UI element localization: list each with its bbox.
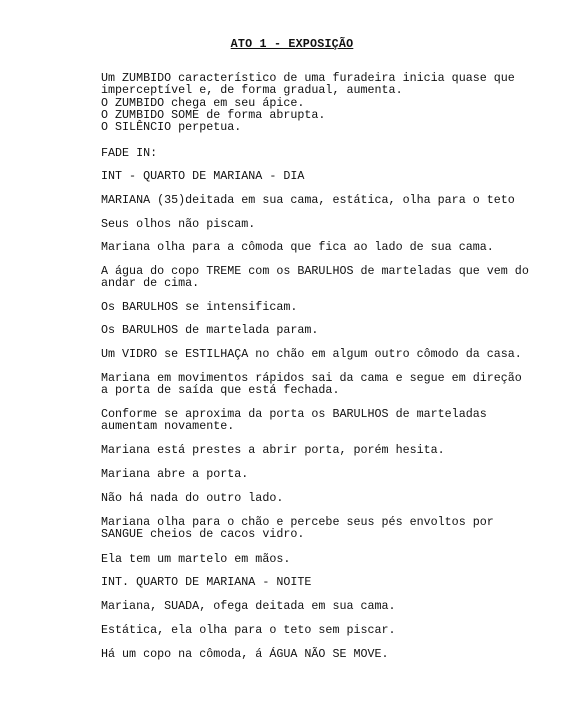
action-paragraph: Estática, ela olha para o teto sem piscar. (101, 623, 396, 637)
action-paragraph: Conforme se aproxima da porta os BARULHOS de marteladas aumentam novamente. (101, 407, 487, 434)
action-paragraph: Mariana abre a porta. (101, 467, 249, 481)
act-title: ATO 1 - EXPOSIÇÃO (230, 37, 354, 51)
action-paragraph: Não há nada do outro lado. (101, 491, 284, 505)
action-paragraph: MARIANA (35)deitada em sua cama, estática, olha para o teto (101, 193, 515, 207)
action-paragraph: Os BARULHOS de martelada param. (101, 323, 319, 337)
action-paragraph: Mariana está prestes a abrir porta, porém hesita. (101, 443, 445, 457)
action-paragraph: A água do copo TREME com os BARULHOS de marteladas que vem do andar de cima. (101, 264, 529, 291)
action-paragraph: Os BARULHOS se intensificam. (101, 300, 298, 314)
action-paragraph: Mariana em movimentos rápidos sai da cama e segue em direção a porta de saída que está fechada. (101, 371, 522, 398)
action-paragraph: Mariana olha para a cômoda que fica ao lado de sua cama. (101, 240, 494, 254)
action-paragraph-intro: Um ZUMBIDO característico de uma furadeira inicia quase que imperceptível e, de forma gradual, aumenta. O ZUMBIDO chega em seu ápice. O ZUMBIDO SOME de forma abrupta. O SILÊNCIO perpetua. (101, 71, 515, 135)
action-paragraph: Ela tem um martelo em mãos. (101, 552, 291, 566)
action-paragraph: Seus olhos não piscam. (101, 217, 256, 231)
action-paragraph: Há um copo na cômoda, á ÁGUA NÃO SE MOVE. (101, 647, 389, 661)
action-paragraph: Mariana olha para o chão e percebe seus pés envoltos por SANGUE cheios de cacos vidro. (101, 515, 494, 542)
scene-heading: INT - QUARTO DE MARIANA - DIA (101, 169, 305, 183)
scene-heading: INT. QUARTO DE MARIANA - NOITE (101, 575, 312, 589)
transition-fade-in: FADE IN: (101, 146, 158, 160)
action-paragraph: Um VIDRO se ESTILHAÇA no chão em algum outro cômodo da casa. (101, 347, 522, 361)
action-paragraph: Mariana, SUADA, ofega deitada em sua cama. (101, 599, 396, 613)
